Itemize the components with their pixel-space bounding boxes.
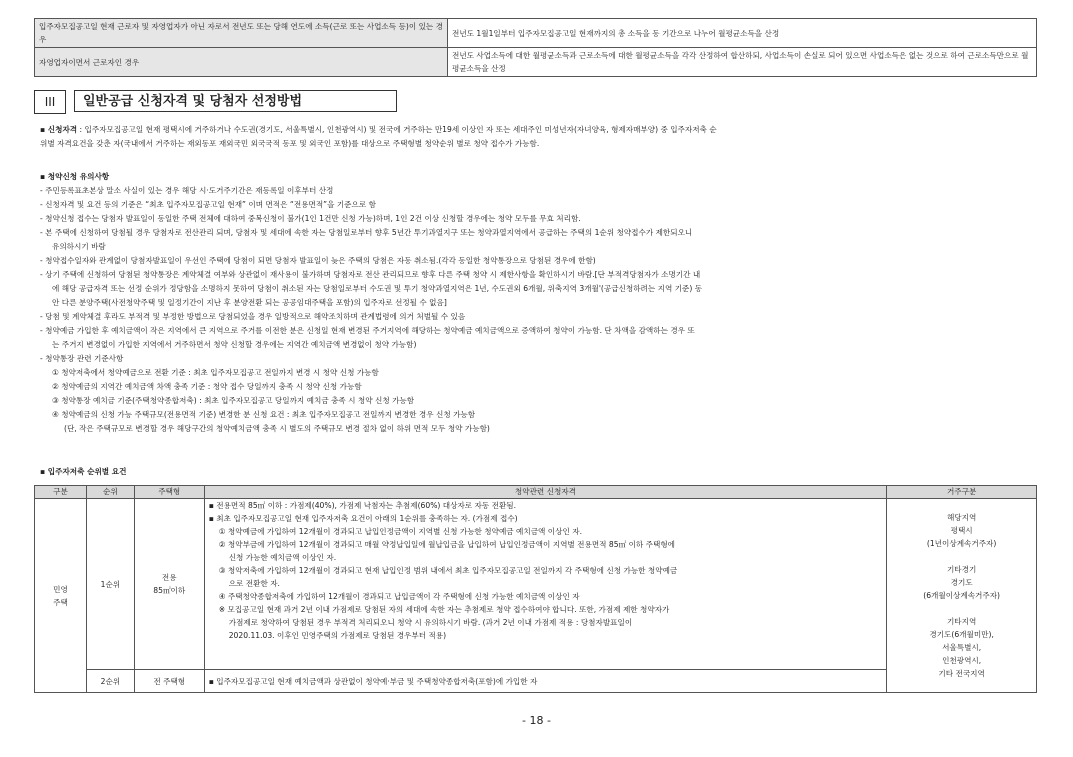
note-line: - 신청자격 및 요건 등의 기준은 “최초 입주자모집공고일 현재” 이며 면적은 “전용면적”을 기준으로 함 bbox=[40, 200, 376, 209]
income-method-cell: 전년도 1월1일부터 입주자모집공고일 현재까지의 총 소득을 동 기간으로 나누어 월평균소득을 산정 bbox=[448, 19, 1037, 48]
housing-type-cell: 전용 85㎡이하 bbox=[134, 499, 204, 670]
residence-line: 기타지역 bbox=[946, 617, 977, 626]
table-header-row bbox=[35, 486, 1037, 499]
section-number: III bbox=[34, 90, 66, 114]
note-line: 는 주거지 변경없이 가입한 지역에서 거주하면서 청약 신청할 경우에는 지역간 예치금액 변경없이 청약 가능함) bbox=[52, 340, 417, 349]
residence-line bbox=[890, 602, 1033, 615]
section-title: 일반공급 신청자격 및 당첨자 선정방법 bbox=[74, 90, 397, 112]
residence-line: 기타경기 bbox=[946, 565, 977, 574]
note-line: 에 해당 공급자격 또는 선정 순위가 정당함을 소명하지 못하여 당첨이 취소된 자는 당첨일로부터 수도권 및 투기 청약과열지역은 1년, 수도권외 6개월, 위축지역 3개월'(공급신청하려는 지역 기준) 동 bbox=[52, 284, 703, 293]
rank-cell: 1순위 bbox=[86, 499, 134, 670]
category-cell: 민영 주택 bbox=[35, 499, 87, 693]
note-line: - 본 주택에 신청하여 당첨될 경우 당첨자로 전산관리 되며, 당첨자 및 세대에 속한 자는 당첨일로부터 향후 5년간 투기과열지구 또는 청약과열지역에서 공급하는 주택의 1순위 청약접수가 제한되오니 bbox=[40, 228, 693, 237]
note-line: ① 청약저축에서 청약예금으로 전환 기준 : 최초 입주자모집공고 전일까지 변경 시 청약 신청 가능함 bbox=[52, 368, 379, 377]
residence-line: 서울특별시, bbox=[942, 643, 982, 652]
qualification-line: 위별 자격요건을 갖춘 자(국내에서 거주하는 재외동포 재외국민 외국국적 동포 및 외국인 포함)를 대상으로 주택형별 청약순위 별로 청약 접수가 가능함. bbox=[40, 139, 540, 148]
note-line: ② 청약예금의 지역간 예치금액 차액 충족 기준 : 청약 접수 당일까지 충족 시 청약 신청 가능함 bbox=[52, 382, 362, 391]
note-line: - 청약통장 관련 기준사항 bbox=[40, 354, 124, 363]
note-line: ④ 청약예금의 신청 가능 주택규모(전용면적 기준) 변경한 분 신청 요건 : 최초 입주자모집공고 전일까지 변경한 경우 신청 가능함 bbox=[52, 410, 476, 419]
column-header: 순위 bbox=[86, 486, 134, 499]
requirement-heading-wrap bbox=[34, 465, 1037, 479]
note-line: ③ 청약통장 예치금 기준(주택청약종합저축) : 최초 입주자모집공고 당일까지 예치금 충족 시 청약 신청 가능함 bbox=[52, 396, 415, 405]
residence-line: 기타 전국지역 bbox=[938, 669, 985, 678]
note-line: 안 다른 분양주택(사전청약주택 및 일정기간이 지난 후 분양전환 되는 공공임대주택을 포함)의 입주자로 선정될 수 없음] bbox=[52, 298, 447, 307]
qualification-cell bbox=[204, 499, 887, 670]
residence-line: 인천광역시, bbox=[942, 656, 982, 665]
note-line: - 당첨 및 계약체결 후라도 부적격 및 부정한 방법으로 당첨되었을 경우 일방적으로 해약조치하며 관계법령에 의거 처벌될 수 있음 bbox=[40, 312, 466, 321]
column-header: 거주구분 bbox=[887, 486, 1037, 499]
qualification-line: ④ 주택청약종합저축에 가입하여 12개월이 경과되고 납입금액이 각 주택형에 신청 가능한 예치금액 이상인 자 bbox=[218, 592, 580, 601]
note-line: - 청약접수일자와 관계없이 당첨자발표일이 우선인 주택에 당첨이 되면 당첨자 발표일이 늦은 주택의 당첨은 자동 취소됨.(각각 동일한 청약통장으로 당첨된 경우에 한함) bbox=[40, 256, 596, 265]
qualification-cell: ▪ 입주자모집공고일 현재 예치금액과 상관없이 청약예·부금 및 주택청약종합저축(포함)에 가입한 자 bbox=[204, 670, 887, 693]
note-line: (단, 작은 주택규모로 변경할 경우 해당구간의 청약예치금액 충족 시 별도의 주택규모 변경 절차 없이 하위 면적 모두 청약 가능함) bbox=[64, 424, 490, 433]
residence-line: (1년이상계속거주자) bbox=[926, 539, 997, 548]
residence-cell bbox=[887, 499, 1037, 693]
qualification-text: : 입주자모집공고일 현재 평택시에 거주하거나 수도권(경기도, 서울특별시, 인천광역시) 및 전국에 거주하는 만19세 이상인 자 또는 세대주인 미성년자(자녀양육, 형제자매부양) 중 입주자저축 순 bbox=[77, 125, 717, 134]
qualification-line: ※ 모집공고일 현재 과거 2년 이내 가점제로 당첨된 자의 세대에 속한 자는 추첨제로 청약 접수하여야 합니다. 또한, 가점제 제한 청약자가 bbox=[218, 605, 670, 614]
qualification-line: ② 청약부금에 가입하여 12개월이 경과되고 매월 약정납입일에 월납입금을 납입하여 납입인정금액이 지역별 전용면적 85㎡ 이하 주택형에 bbox=[218, 540, 676, 549]
note-line: - 청약예금 가입한 후 예치금액이 작은 지역에서 큰 지역으로 주거를 이전한 분은 신청일 현재 변경된 주거지역에 해당하는 청약예금 예치금액으로 증액하여 청약이 가능함. 단 차액을 감액하는 경우 또 bbox=[40, 326, 695, 335]
residence-line: 경기도(6개월미만), bbox=[929, 630, 994, 639]
housing-type-cell: 전 주택형 bbox=[134, 670, 204, 693]
subscription-rank-table bbox=[34, 485, 1037, 693]
column-header: 주택형 bbox=[134, 486, 204, 499]
page-number: - 18 - bbox=[522, 714, 551, 727]
residence-line: 평택시 bbox=[950, 526, 973, 535]
qualification-line: ▪ 전용면적 85㎡ 이하 : 가점제(40%), 가점제 낙첨자는 추첨제(60%) 대상자로 자동 전환됨. bbox=[208, 501, 517, 510]
qualification-label: ▪ 신청자격 bbox=[40, 125, 78, 134]
income-case-cell: 입주자모집공고일 현재 근로자 및 자영업자가 아닌 자로서 전년도 또는 당해 연도에 소득(근로 또는 사업소득 등)이 있는 경우 bbox=[35, 19, 448, 48]
income-case-cell: 자영업자이면서 근로자인 경우 bbox=[35, 48, 448, 77]
qualification-line: ① 청약예금에 가입하여 12개월이 경과되고 납입인정금액이 지역별 신청 가능한 청약예금 예치금액 이상인 자. bbox=[218, 527, 582, 536]
column-header: 청약관련 신청자격 bbox=[204, 486, 887, 499]
note-line: 유의하시기 바람 bbox=[52, 242, 106, 251]
column-header: 구분 bbox=[35, 486, 87, 499]
income-method-cell: 전년도 사업소득에 대한 월평균소득과 근로소득에 대한 월평균소득을 각각 산정하여 합산하되, 사업소득이 손실로 되어 있으면 사업소득은 없는 것으로 하여 근로소득만으로 월평균소득을 산정 bbox=[448, 48, 1037, 77]
residence-line bbox=[890, 550, 1033, 563]
table-row bbox=[35, 19, 1037, 48]
qualification-line: 2020.11.03. 이후인 민영주택의 가점제로 당첨된 경우부터 적용) bbox=[228, 631, 447, 640]
qualification-line bbox=[34, 123, 1037, 137]
table-row bbox=[35, 48, 1037, 77]
qualification-line: 가점제로 청약하여 당첨된 경우 부적격 처리되오니 청약 시 유의하시기 바람. (과거 2년 이내 가점제 적용 : 당첨자발표일이 bbox=[228, 618, 633, 627]
notes-heading: ▪ 청약신청 유의사항 bbox=[40, 172, 110, 181]
notes-section bbox=[34, 170, 1037, 436]
residence-line: 해당지역 bbox=[946, 513, 977, 522]
section-heading bbox=[34, 90, 1037, 114]
notes-list bbox=[34, 184, 1037, 436]
table-row bbox=[35, 499, 1037, 670]
note-line: - 상기 주택에 신청하여 당첨된 청약통장은 계약체결 여부와 상관없이 재사용이 불가하며 당첨자로 전산 관리되므로 향후 다른 주택 청약 시 제한사항을 확인하시기 바람.[단 부적격당첨자가 소명기간 내 bbox=[40, 270, 701, 279]
note-line: - 주민등록표초본상 말소 사실이 있는 경우 해당 시·도거주기간은 재등록일 이후부터 산정 bbox=[40, 186, 334, 195]
residence-line: 경기도 bbox=[950, 578, 973, 587]
residence-line: (6개월이상계속거주자) bbox=[923, 591, 1001, 600]
rank-cell: 2순위 bbox=[86, 670, 134, 693]
note-line: - 청약신청 접수는 당첨자 발표일이 동일한 주택 전체에 대하여 중복신청이 불가(1인 1건만 신청 가능)하며, 1인 2건 이상 신청할 경우에는 청약 모두를 무효 처리함. bbox=[40, 214, 581, 223]
qualification-line: 으로 전환한 자. bbox=[228, 579, 280, 588]
qualification-paragraph bbox=[34, 123, 1037, 151]
table-row bbox=[35, 670, 1037, 693]
qualification-line: 신청 가능한 예치금액 이상인 자. bbox=[228, 553, 337, 562]
qualification-line: ▪ 최초 입주자모집공고일 현재 입주자저축 요건이 아래의 1순위를 충족하는 자. (가점제 접수) bbox=[208, 514, 518, 523]
income-calculation-table bbox=[34, 18, 1037, 77]
qualification-line: ③ 청약저축에 가입하여 12개월이 경과되고 현재 납입인정 범위 내에서 최초 입주자모집공고일 전일까지 각 주택형에 신청 가능한 청약예금 bbox=[218, 566, 678, 575]
requirement-heading: ▪ 입주자저축 순위별 요건 bbox=[40, 467, 127, 476]
